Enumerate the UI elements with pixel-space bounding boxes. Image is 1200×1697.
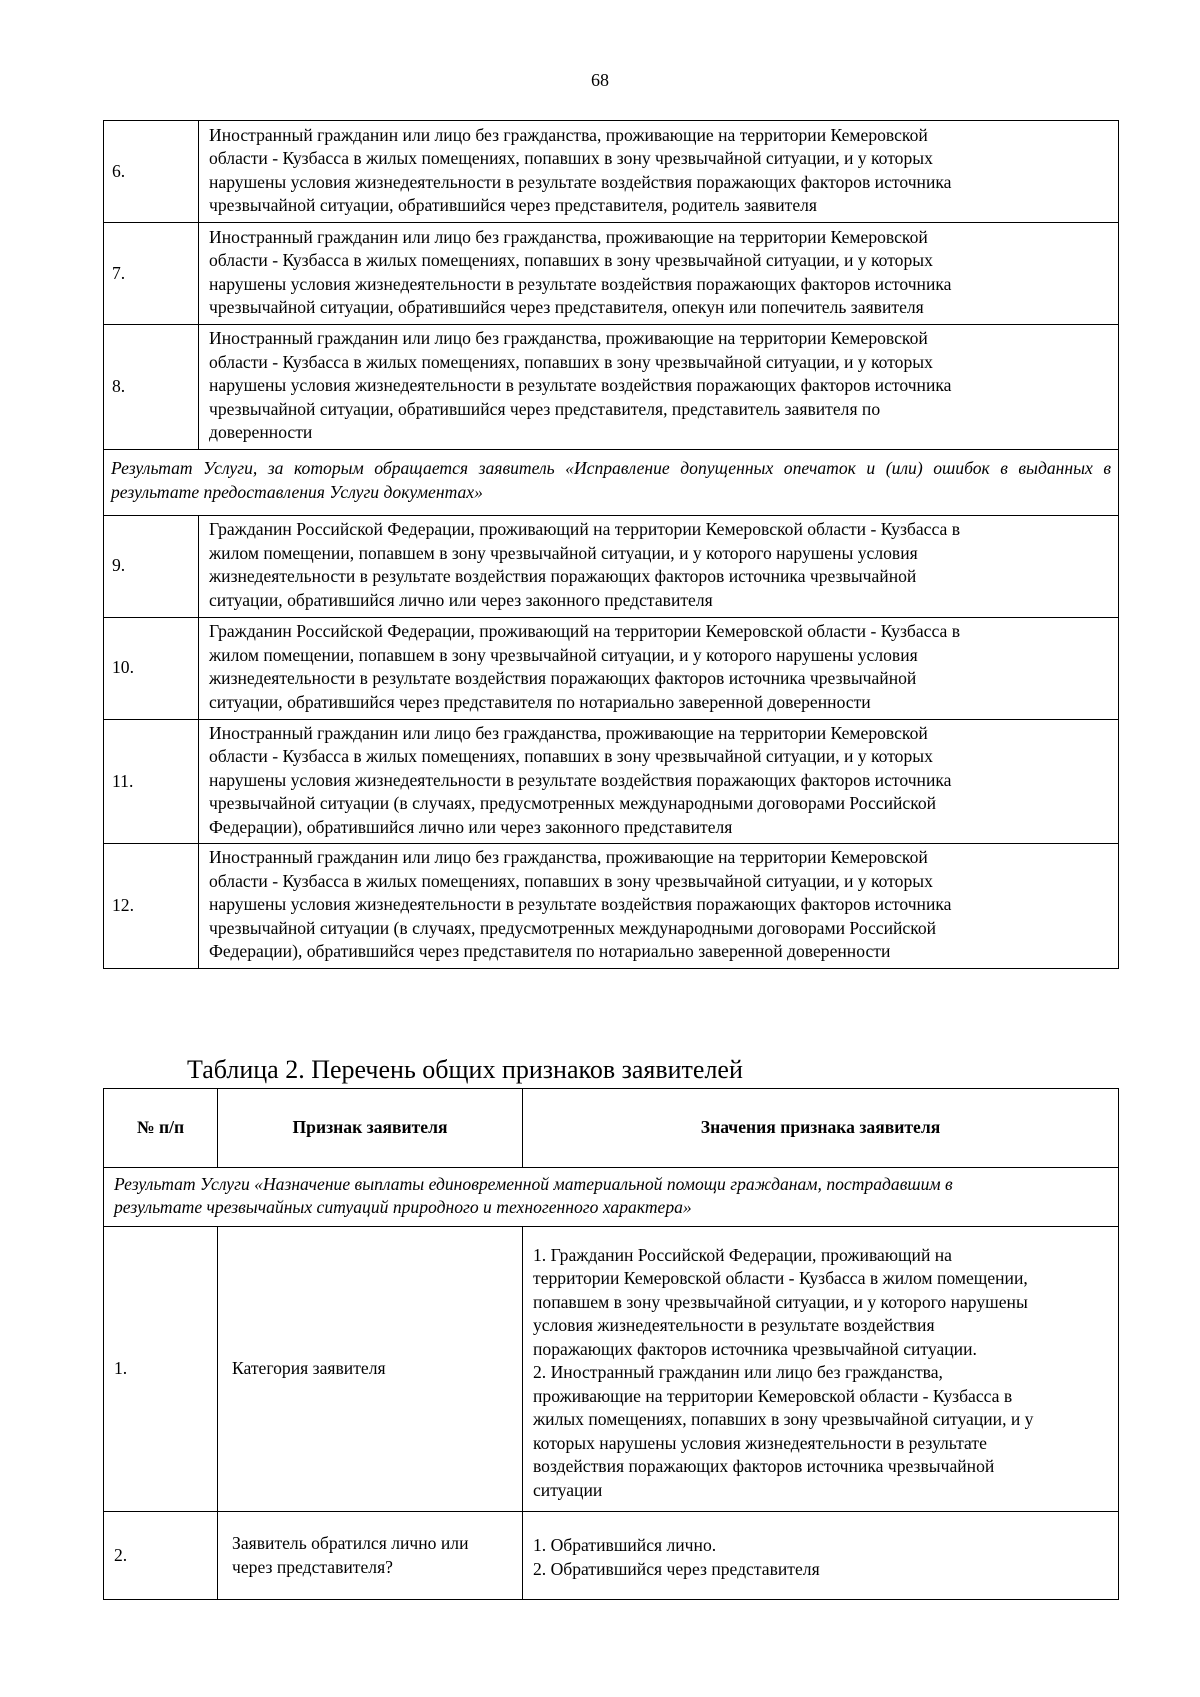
row-text (199, 719, 1119, 844)
section-line: Результат Услуги «Назначение выплаты единовременной материальной помощи гражданам, пострадавшим в (114, 1173, 953, 1194)
row-text (199, 515, 1119, 617)
common-attributes-table (103, 1088, 1119, 1600)
row-values (523, 1227, 1119, 1512)
row-number: 2. (104, 1512, 218, 1600)
header-attribute: Признак заявителя (218, 1089, 523, 1168)
value-line: проживающие на территории Кемеровской области - Кузбасса в (533, 1385, 1013, 1406)
table2-title: Таблица 2. Перечень общих признаков заявителей (187, 1055, 743, 1084)
value-line: воздействия поражающих факторов источника чрезвычайной (533, 1456, 995, 1477)
text-line: жилом помещении, попавшем в зону чрезвычайной ситуации, и у которого нарушены условия (209, 644, 918, 665)
header-number: № п/п (104, 1089, 218, 1168)
row-text (199, 844, 1119, 969)
text-line: нарушены условия жизнедеятельности в результате воздействия поражающих факторов источника (209, 273, 952, 294)
row-text (199, 121, 1119, 223)
value-line: попавшем в зону чрезвычайной ситуации, и у которого нарушены (533, 1291, 1028, 1312)
text-line: Гражданин Российской Федерации, проживающий на территории Кемеровской области - Кузбасса в (209, 621, 960, 641)
text-line: ситуации, обратившийся лично или через законного представителя (209, 589, 713, 610)
text-line: области - Кузбасса в жилых помещениях, попавших в зону чрезвычайной ситуации, и у которых (209, 250, 933, 270)
text-line: нарушены условия жизнедеятельности в результате воздействия поражающих факторов источника (209, 894, 952, 914)
table-section-row (104, 449, 1119, 515)
table-row (104, 325, 1119, 450)
row-number: 8. (104, 325, 199, 450)
table-row (104, 515, 1119, 617)
section-heading: Результат Услуги, за которым обращается заявитель «Исправление допущенных опечаток и (или) ошибок в выданных в результате предоставления Услуги документах» (104, 449, 1119, 515)
value-line: 1. Обратившийся лично. (533, 1535, 717, 1555)
table-row (104, 121, 1119, 223)
text-line: жизнедеятельности в результате воздействия поражающих факторов источника чрезвычайной (209, 566, 917, 586)
value-line: 2. Обратившийся через представителя (533, 1558, 820, 1579)
page-number: 68 (591, 70, 609, 90)
text-line: ситуации, обратившийся через представителя по нотариально заверенной доверенности (209, 691, 871, 712)
table-section-row (104, 1168, 1119, 1227)
text-line: чрезвычайной ситуации, обратившийся через представителя, опекун или попечитель заявителя (209, 297, 924, 317)
row-attribute (218, 1512, 523, 1600)
row-number: 9. (104, 515, 199, 617)
row-values (523, 1512, 1119, 1600)
value-line: жилых помещениях, попавших в зону чрезвычайной ситуации, и у (533, 1409, 1034, 1430)
text-line: чрезвычайной ситуации (в случаях, предусмотренных международными договорами Российской (209, 793, 937, 813)
text-line: области - Кузбасса в жилых помещениях, попавших в зону чрезвычайной ситуации, и у которых (209, 351, 933, 372)
table-row (104, 1512, 1119, 1600)
section-line: результате чрезвычайных ситуаций природного и техногенного характера» (114, 1197, 692, 1217)
header-values: Значения признака заявителя (523, 1089, 1119, 1168)
text-line: нарушены условия жизнедеятельности в результате воздействия поражающих факторов источника (209, 171, 952, 192)
text-line: жилом помещении, попавшем в зону чрезвычайной ситуации, и у которого нарушены условия (209, 542, 918, 563)
text-line: области - Кузбасса в жилых помещениях, попавших в зону чрезвычайной ситуации, и у которых (209, 870, 933, 891)
text-line: доверенности (209, 422, 313, 442)
value-line: территории Кемеровской области - Кузбасса в жилом помещении, (533, 1268, 1028, 1289)
row-number: 11. (104, 719, 199, 844)
row-number: 12. (104, 844, 199, 969)
row-number: 6. (104, 121, 199, 223)
table-row (104, 844, 1119, 969)
text-line: нарушены условия жизнедеятельности в результате воздействия поражающих факторов источника (209, 375, 952, 395)
text-line: нарушены условия жизнедеятельности в результате воздействия поражающих факторов источника (209, 769, 952, 790)
text-line: Гражданин Российской Федерации, проживающий на территории Кемеровской области - Кузбасса в (209, 519, 960, 539)
row-text (199, 223, 1119, 325)
text-line: Иностранный гражданин или лицо без гражданства, проживающие на территории Кемеровской (209, 226, 928, 247)
text-line: чрезвычайной ситуации, обратившийся через представителя, представитель заявителя по (209, 398, 881, 419)
value-line: 2. Иностранный гражданин или лицо без гражданства, (533, 1362, 943, 1383)
text-line: Иностранный гражданин или лицо без гражданства, проживающие на территории Кемеровской (209, 722, 928, 743)
value-line: 1. Гражданин Российской Федерации, проживающий на (533, 1244, 952, 1265)
table-row (104, 1227, 1119, 1512)
value-line: поражающих факторов источника чрезвычайной ситуации. (533, 1338, 977, 1359)
table-row (104, 719, 1119, 844)
text-line: Иностранный гражданин или лицо без гражданства, проживающие на территории Кемеровской (209, 847, 928, 867)
row-text (199, 617, 1119, 719)
table-row (104, 223, 1119, 325)
applicants-continuation-table (103, 120, 1119, 969)
row-number: 7. (104, 223, 199, 325)
text-line: Иностранный гражданин или лицо без гражданства, проживающие на территории Кемеровской (209, 124, 928, 145)
section-heading (104, 1168, 1119, 1227)
text-line: Федерации), обратившийся через представителя по нотариально заверенной доверенности (209, 941, 891, 961)
value-line: ситуации (533, 1479, 603, 1500)
value-line: условия жизнедеятельности в результате воздействия (533, 1315, 935, 1336)
text-line: Иностранный гражданин или лицо без гражданства, проживающие на территории Кемеровской (209, 328, 928, 348)
text-line: чрезвычайной ситуации, обратившийся через представителя, родитель заявителя (209, 195, 818, 215)
text-line: области - Кузбасса в жилых помещениях, попавших в зону чрезвычайной ситуации, и у которых (209, 746, 933, 766)
row-number: 1. (104, 1227, 218, 1512)
attribute-line: через представителя? (232, 1556, 393, 1577)
row-attribute: Категория заявителя (218, 1227, 523, 1512)
row-number: 10. (104, 617, 199, 719)
attribute-line: Заявитель обратился лично или (232, 1533, 469, 1553)
table-row (104, 617, 1119, 719)
text-line: области - Кузбасса в жилых помещениях, попавших в зону чрезвычайной ситуации, и у которых (209, 148, 933, 168)
value-line: которых нарушены условия жизнедеятельности в результате (533, 1432, 987, 1453)
text-line: Федерации), обратившийся лично или через законного представителя (209, 816, 733, 837)
row-text (199, 325, 1119, 450)
table-header-row (104, 1089, 1119, 1168)
text-line: чрезвычайной ситуации (в случаях, предусмотренных международными договорами Российской (209, 917, 937, 938)
text-line: жизнедеятельности в результате воздействия поражающих факторов источника чрезвычайной (209, 668, 917, 688)
